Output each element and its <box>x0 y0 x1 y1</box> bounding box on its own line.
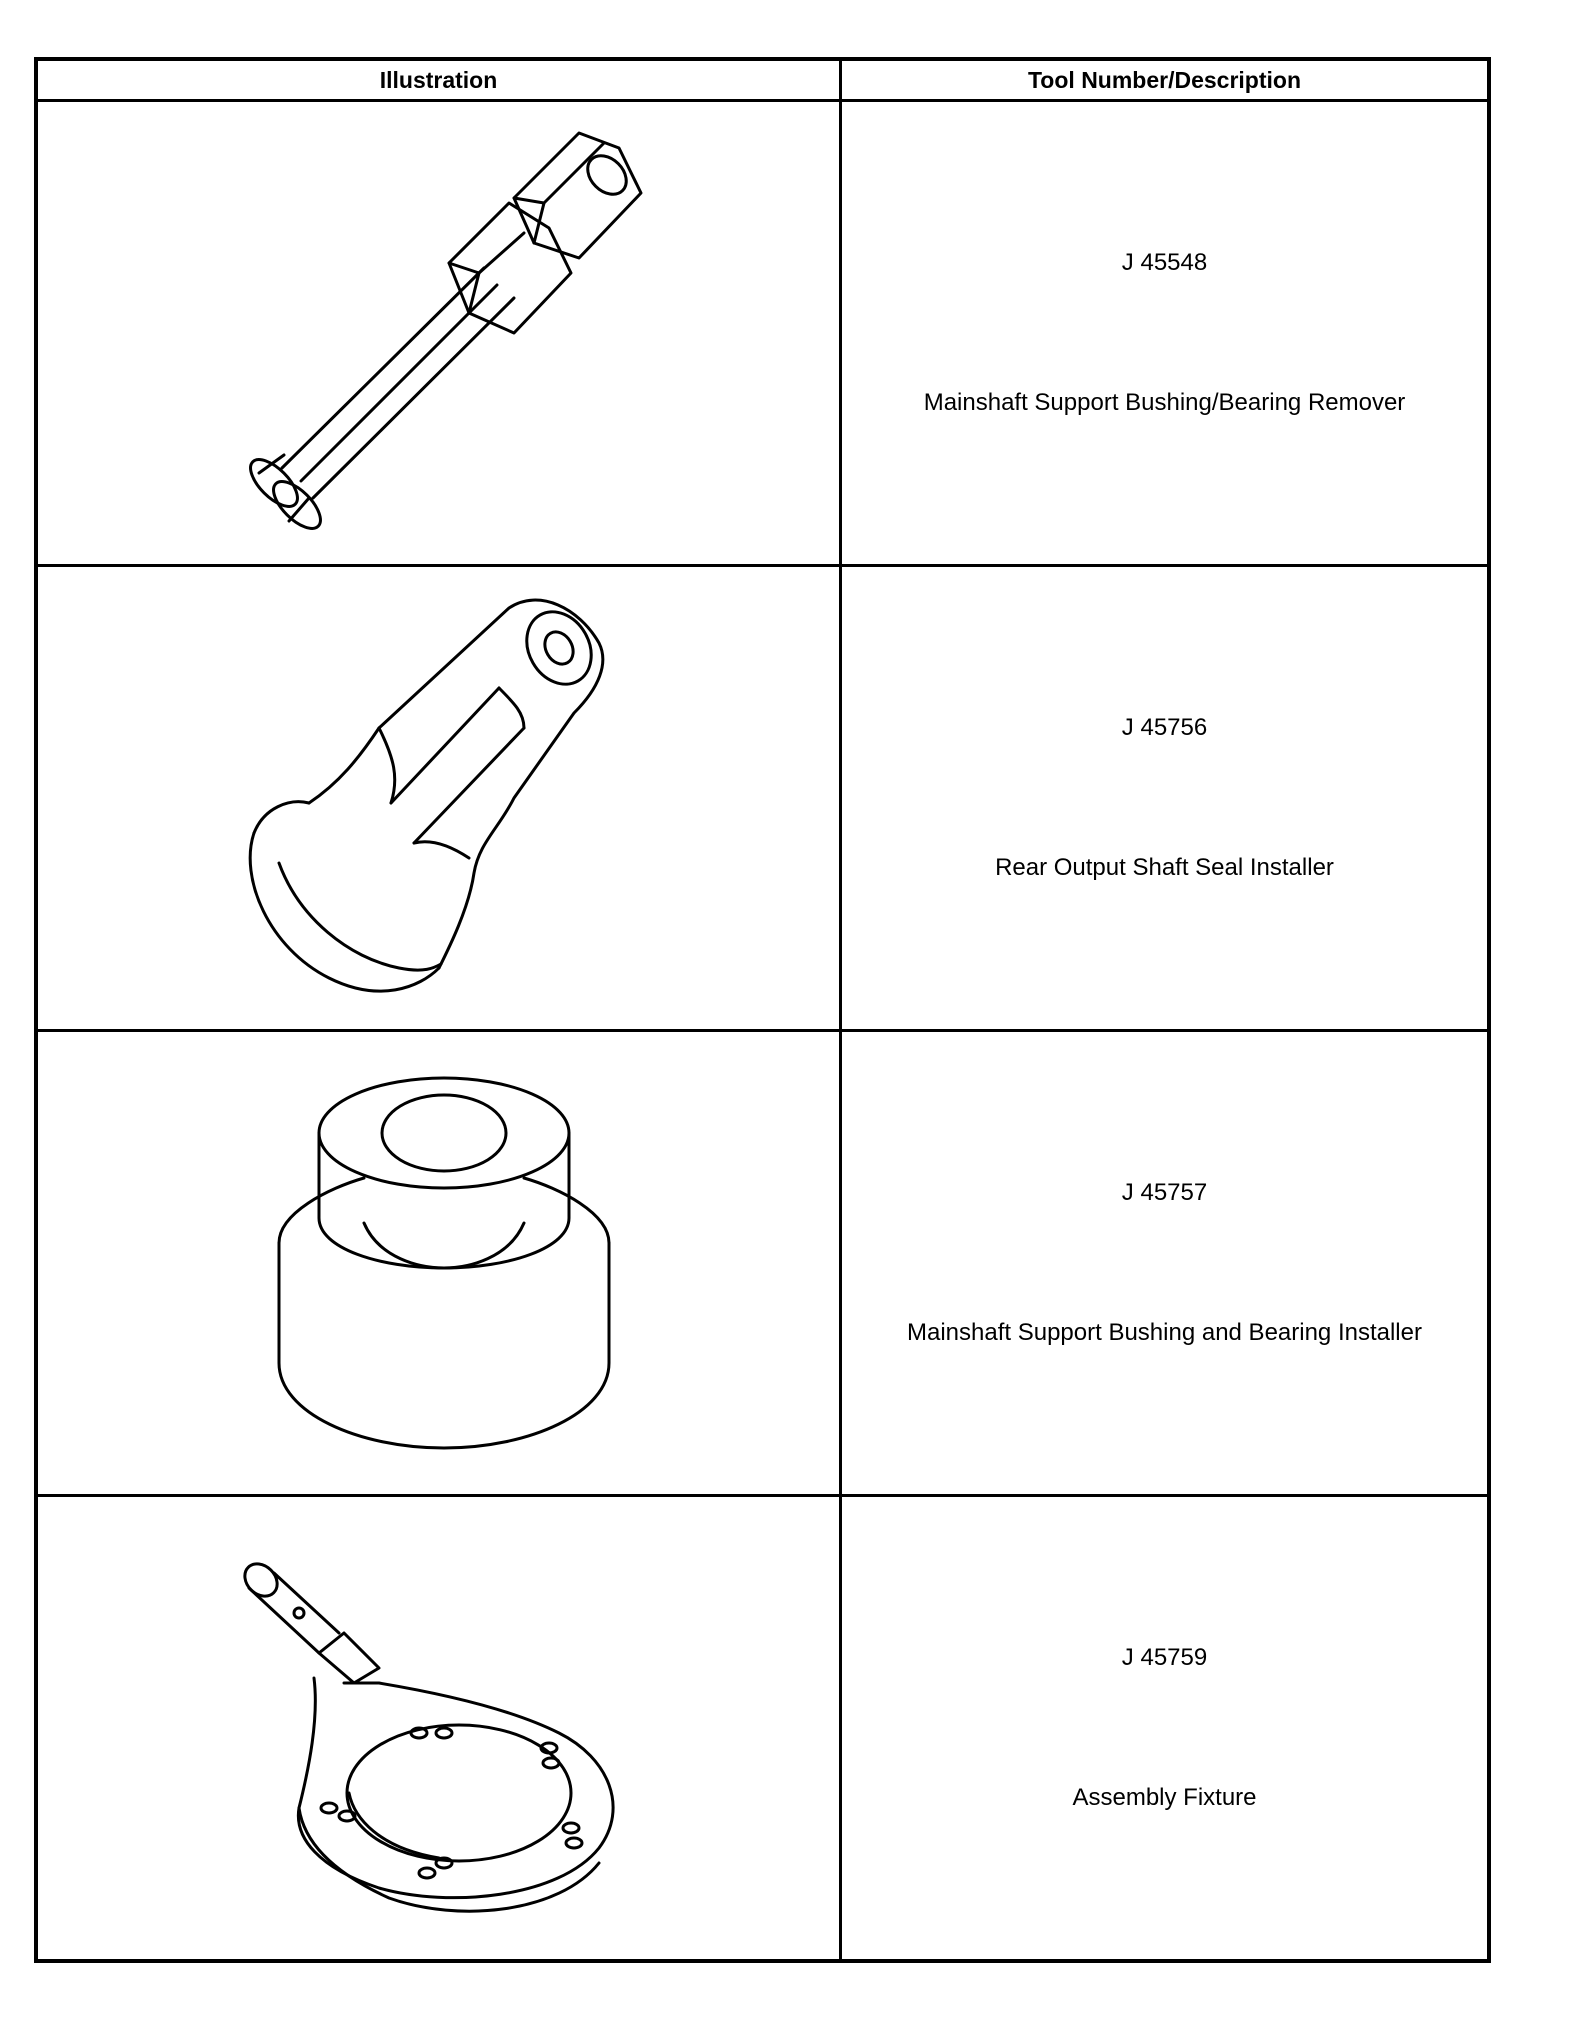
illustration-cell <box>36 566 841 1031</box>
tool-description: Mainshaft Support Bushing/Bearing Remover <box>923 389 1406 416</box>
table-row <box>36 566 1489 1031</box>
description-cell <box>841 1496 1490 1962</box>
table-header-row <box>36 59 1489 101</box>
tool-number: J 45757 <box>1121 1179 1208 1206</box>
illustration-cell <box>36 1496 841 1962</box>
description-cell <box>841 1031 1490 1496</box>
tool-number: J 45548 <box>1121 249 1208 276</box>
table-row <box>36 101 1489 566</box>
seal-installer-icon <box>179 588 699 1008</box>
illustration-cell <box>36 1031 841 1496</box>
tool-number: J 45759 <box>1121 1644 1208 1671</box>
description-cell <box>841 101 1490 566</box>
description-cell <box>841 566 1490 1031</box>
header-illustration: Illustration <box>36 59 841 101</box>
bushing-installer-icon <box>179 1053 699 1473</box>
header-tool-number: Tool Number/Description <box>841 59 1490 101</box>
tool-description: Mainshaft Support Bushing and Bearing Installer <box>907 1319 1422 1346</box>
tool-description: Rear Output Shaft Seal Installer <box>995 854 1334 881</box>
table-row <box>36 1496 1489 1962</box>
illustration-cell <box>36 101 841 566</box>
assembly-fixture-icon <box>179 1518 699 1938</box>
remover-tool-icon <box>179 123 699 543</box>
tool-table <box>34 57 1491 1963</box>
tool-number: J 45756 <box>1121 714 1208 741</box>
table-row <box>36 1031 1489 1496</box>
tool-description: Assembly Fixture <box>1072 1784 1257 1811</box>
